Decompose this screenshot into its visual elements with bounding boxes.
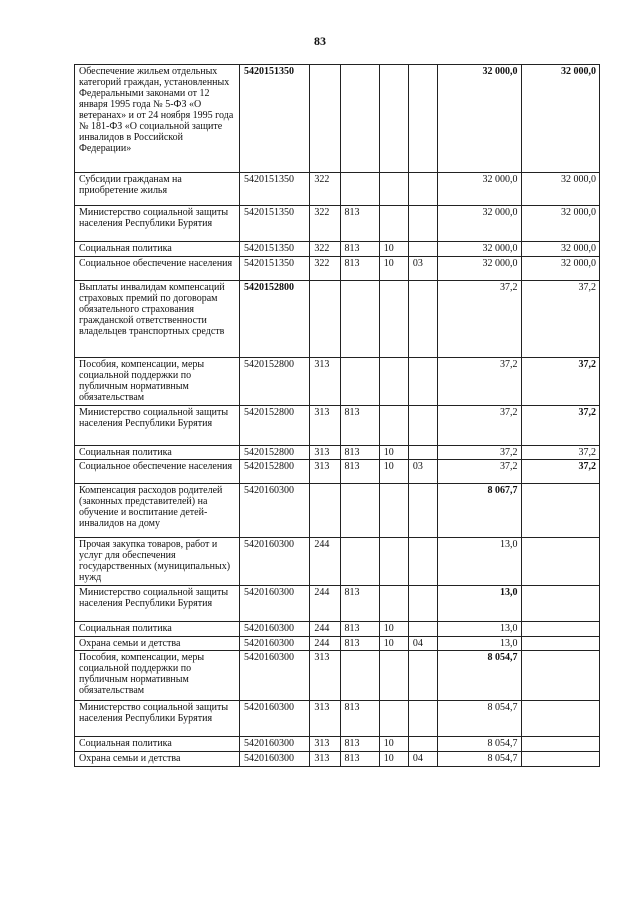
administrator-code-cell: 813: [340, 752, 379, 767]
subsection-code-cell: [408, 701, 437, 737]
amount-year1-cell: 32 000,0: [438, 242, 521, 257]
administrator-code-cell: 813: [340, 406, 379, 446]
row-name-cell: Пособия, компенсации, меры социальной поддержки по публичным нормативным обязательствам: [75, 651, 240, 701]
row-name-cell: Министерство социальной защиты населения Республики Бурятия: [75, 206, 240, 242]
amount-year2-cell: 37,2: [521, 281, 600, 358]
amount-year1-cell: 37,2: [438, 281, 521, 358]
administrator-code-cell: 813: [340, 257, 379, 281]
section-code-cell: [379, 586, 408, 622]
table-row: [75, 752, 600, 767]
subsection-code-cell: [408, 206, 437, 242]
subsection-code-cell: [408, 173, 437, 206]
row-name-cell: Охрана семьи и детства: [75, 752, 240, 767]
subsection-code-cell: [408, 65, 437, 173]
amount-year2-cell: 37,2: [521, 406, 600, 446]
table-row: [75, 622, 600, 637]
amount-year1-cell: 37,2: [438, 446, 521, 460]
target-code-cell: 5420151350: [239, 257, 309, 281]
row-name-cell: Субсидии гражданам на приобретение жилья: [75, 173, 240, 206]
administrator-code-cell: [340, 484, 379, 538]
row-name-cell: Выплаты инвалидам компенсаций страховых премий по договорам обязательного страхования гражданской ответственности владельцев транспортных средств: [75, 281, 240, 358]
row-name-cell: Компенсация расходов родителей (законных представителей) на обучение и воспитание детей-инвалидов на дому: [75, 484, 240, 538]
administrator-code-cell: [340, 281, 379, 358]
section-code-cell: [379, 173, 408, 206]
section-code-cell: [379, 484, 408, 538]
target-code-cell: 5420160300: [239, 622, 309, 637]
table-row: [75, 173, 600, 206]
amount-year2-cell: 37,2: [521, 446, 600, 460]
amount-year2-cell: [521, 538, 600, 586]
administrator-code-cell: 813: [340, 622, 379, 637]
amount-year1-cell: 13,0: [438, 622, 521, 637]
table-row: [75, 242, 600, 257]
expense-type-cell: 322: [310, 206, 340, 242]
expense-type-cell: 322: [310, 173, 340, 206]
table-row: [75, 446, 600, 460]
amount-year1-cell: 8 054,7: [438, 651, 521, 701]
amount-year2-cell: 37,2: [521, 358, 600, 406]
target-code-cell: 5420152800: [239, 406, 309, 446]
amount-year1-cell: 37,2: [438, 358, 521, 406]
amount-year2-cell: [521, 484, 600, 538]
administrator-code-cell: 813: [340, 586, 379, 622]
amount-year2-cell: 32 000,0: [521, 206, 600, 242]
section-code-cell: [379, 65, 408, 173]
amount-year2-cell: [521, 586, 600, 622]
target-code-cell: 5420151350: [239, 206, 309, 242]
row-name-cell: Министерство социальной защиты населения Республики Бурятия: [75, 701, 240, 737]
row-name-cell: Социальная политика: [75, 446, 240, 460]
subsection-code-cell: [408, 737, 437, 752]
section-code-cell: [379, 406, 408, 446]
table-row: [75, 538, 600, 586]
administrator-code-cell: [340, 173, 379, 206]
expense-type-cell: 313: [310, 460, 340, 484]
amount-year1-cell: 13,0: [438, 586, 521, 622]
subsection-code-cell: [408, 586, 437, 622]
administrator-code-cell: [340, 65, 379, 173]
row-name-cell: Социальное обеспечение населения: [75, 460, 240, 484]
target-code-cell: 5420152800: [239, 358, 309, 406]
expense-type-cell: 244: [310, 538, 340, 586]
subsection-code-cell: 03: [408, 257, 437, 281]
amount-year1-cell: 8 067,7: [438, 484, 521, 538]
expense-type-cell: [310, 484, 340, 538]
target-code-cell: 5420151350: [239, 65, 309, 173]
amount-year2-cell: 32 000,0: [521, 242, 600, 257]
amount-year1-cell: 8 054,7: [438, 701, 521, 737]
target-code-cell: 5420160300: [239, 737, 309, 752]
section-code-cell: [379, 538, 408, 586]
expense-type-cell: 313: [310, 752, 340, 767]
section-code-cell: [379, 281, 408, 358]
amount-year1-cell: 8 054,7: [438, 752, 521, 767]
expense-type-cell: 313: [310, 358, 340, 406]
target-code-cell: 5420160300: [239, 538, 309, 586]
subsection-code-cell: [408, 484, 437, 538]
subsection-code-cell: [408, 651, 437, 701]
subsection-code-cell: 04: [408, 637, 437, 651]
expense-type-cell: 322: [310, 257, 340, 281]
target-code-cell: 5420160300: [239, 484, 309, 538]
amount-year2-cell: [521, 752, 600, 767]
section-code-cell: [379, 358, 408, 406]
subsection-code-cell: 03: [408, 460, 437, 484]
row-name-cell: Социальное обеспечение населения: [75, 257, 240, 281]
table-row: [75, 65, 600, 173]
target-code-cell: 5420160300: [239, 586, 309, 622]
amount-year1-cell: 13,0: [438, 538, 521, 586]
target-code-cell: 5420160300: [239, 752, 309, 767]
row-name-cell: Социальная политика: [75, 622, 240, 637]
row-name-cell: Прочая закупка товаров, работ и услуг для обеспечения государственных (муниципальных) нужд: [75, 538, 240, 586]
section-code-cell: [379, 651, 408, 701]
row-name-cell: Пособия, компенсации, меры социальной поддержки по публичным нормативным обязательствам: [75, 358, 240, 406]
administrator-code-cell: 813: [340, 701, 379, 737]
subsection-code-cell: [408, 242, 437, 257]
subsection-code-cell: [408, 446, 437, 460]
row-name-cell: Социальная политика: [75, 242, 240, 257]
subsection-code-cell: 04: [408, 752, 437, 767]
target-code-cell: 5420152800: [239, 460, 309, 484]
amount-year2-cell: 32 000,0: [521, 173, 600, 206]
section-code-cell: 10: [379, 637, 408, 651]
amount-year2-cell: [521, 651, 600, 701]
expense-type-cell: 313: [310, 406, 340, 446]
budget-table: [74, 64, 600, 767]
table-row: [75, 737, 600, 752]
table-row: [75, 281, 600, 358]
administrator-code-cell: 813: [340, 446, 379, 460]
administrator-code-cell: 813: [340, 206, 379, 242]
amount-year2-cell: [521, 637, 600, 651]
subsection-code-cell: [408, 406, 437, 446]
administrator-code-cell: [340, 651, 379, 701]
amount-year1-cell: 37,2: [438, 460, 521, 484]
row-name-cell: Социальная политика: [75, 737, 240, 752]
expense-type-cell: 313: [310, 446, 340, 460]
amount-year2-cell: [521, 701, 600, 737]
subsection-code-cell: [408, 622, 437, 637]
administrator-code-cell: 813: [340, 460, 379, 484]
expense-type-cell: 313: [310, 651, 340, 701]
target-code-cell: 5420152800: [239, 446, 309, 460]
amount-year1-cell: 37,2: [438, 406, 521, 446]
amount-year2-cell: 32 000,0: [521, 65, 600, 173]
amount-year2-cell: 32 000,0: [521, 257, 600, 281]
administrator-code-cell: 813: [340, 637, 379, 651]
section-code-cell: [379, 701, 408, 737]
expense-type-cell: 313: [310, 701, 340, 737]
section-code-cell: 10: [379, 242, 408, 257]
table-row: [75, 586, 600, 622]
expense-type-cell: 313: [310, 737, 340, 752]
amount-year1-cell: 13,0: [438, 637, 521, 651]
amount-year2-cell: 37,2: [521, 460, 600, 484]
subsection-code-cell: [408, 538, 437, 586]
row-name-cell: Министерство социальной защиты населения Республики Бурятия: [75, 406, 240, 446]
table-row: [75, 484, 600, 538]
row-name-cell: Министерство социальной защиты населения Республики Бурятия: [75, 586, 240, 622]
section-code-cell: 10: [379, 257, 408, 281]
row-name-cell: Охрана семьи и детства: [75, 637, 240, 651]
administrator-code-cell: [340, 538, 379, 586]
amount-year1-cell: 8 054,7: [438, 737, 521, 752]
target-code-cell: 5420160300: [239, 637, 309, 651]
target-code-cell: 5420151350: [239, 242, 309, 257]
section-code-cell: 10: [379, 622, 408, 637]
table-row: [75, 406, 600, 446]
table-row: [75, 637, 600, 651]
expense-type-cell: 244: [310, 586, 340, 622]
section-code-cell: [379, 206, 408, 242]
administrator-code-cell: 813: [340, 737, 379, 752]
amount-year1-cell: 32 000,0: [438, 257, 521, 281]
expense-type-cell: 244: [310, 622, 340, 637]
target-code-cell: 5420151350: [239, 173, 309, 206]
expense-type-cell: [310, 65, 340, 173]
target-code-cell: 5420160300: [239, 651, 309, 701]
amount-year2-cell: [521, 737, 600, 752]
budget-table-body: [75, 65, 600, 767]
amount-year1-cell: 32 000,0: [438, 65, 521, 173]
section-code-cell: 10: [379, 737, 408, 752]
expense-type-cell: 322: [310, 242, 340, 257]
subsection-code-cell: [408, 358, 437, 406]
expense-type-cell: [310, 281, 340, 358]
administrator-code-cell: [340, 358, 379, 406]
target-code-cell: 5420160300: [239, 701, 309, 737]
row-name-cell: Обеспечение жильем отдельных категорий граждан, установленных Федеральными законами от 12 января 1995 года № 5-ФЗ «О ветеранах» и от 24 ноября 1995 года № 181-ФЗ «О социальной защите инвалидов в Российской Федерации»: [75, 65, 240, 173]
expense-type-cell: 244: [310, 637, 340, 651]
amount-year1-cell: 32 000,0: [438, 173, 521, 206]
section-code-cell: 10: [379, 752, 408, 767]
amount-year2-cell: [521, 622, 600, 637]
page-number: 83: [314, 34, 326, 48]
table-row: [75, 460, 600, 484]
table-row: [75, 358, 600, 406]
table-row: [75, 206, 600, 242]
table-row: [75, 651, 600, 701]
administrator-code-cell: 813: [340, 242, 379, 257]
target-code-cell: 5420152800: [239, 281, 309, 358]
table-row: [75, 257, 600, 281]
amount-year1-cell: 32 000,0: [438, 206, 521, 242]
section-code-cell: 10: [379, 460, 408, 484]
section-code-cell: 10: [379, 446, 408, 460]
table-row: [75, 701, 600, 737]
subsection-code-cell: [408, 281, 437, 358]
